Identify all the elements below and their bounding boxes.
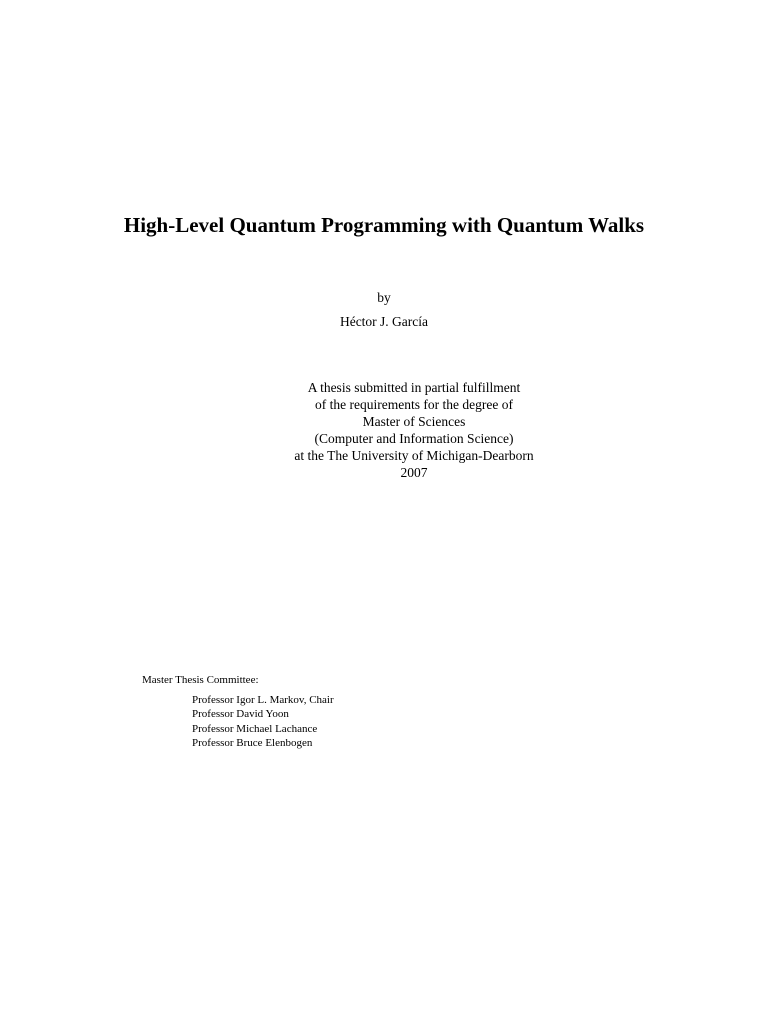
committee-heading: Master Thesis Committee: — [142, 674, 259, 686]
author-block — [0, 288, 768, 332]
thesis-statement-line: A thesis submitted in partial fulfillment — [307, 380, 521, 395]
committee-block — [142, 673, 334, 751]
committee-member: Professor David Yoon — [192, 708, 289, 720]
author-name: Héctor J. García — [339, 314, 429, 329]
committee-list — [142, 693, 334, 751]
institution: at the The University of Michigan-Dearborn — [294, 448, 534, 463]
thesis-title: High-Level Quantum Programming with Quantum Walks — [123, 213, 645, 237]
degree-name: Master of Sciences — [362, 414, 466, 429]
committee-member: Professor Bruce Elenbogen — [192, 737, 313, 749]
year: 2007 — [400, 465, 428, 480]
degree-field: (Computer and Information Science) — [314, 431, 514, 446]
committee-member: Professor Michael Lachance — [192, 722, 318, 735]
thesis-statement-line: of the requirements for the degree of — [315, 397, 513, 412]
by-label: by — [377, 290, 391, 305]
thesis-statement — [0, 379, 768, 481]
committee-member: Professor Igor L. Markov, Chair — [192, 693, 334, 706]
